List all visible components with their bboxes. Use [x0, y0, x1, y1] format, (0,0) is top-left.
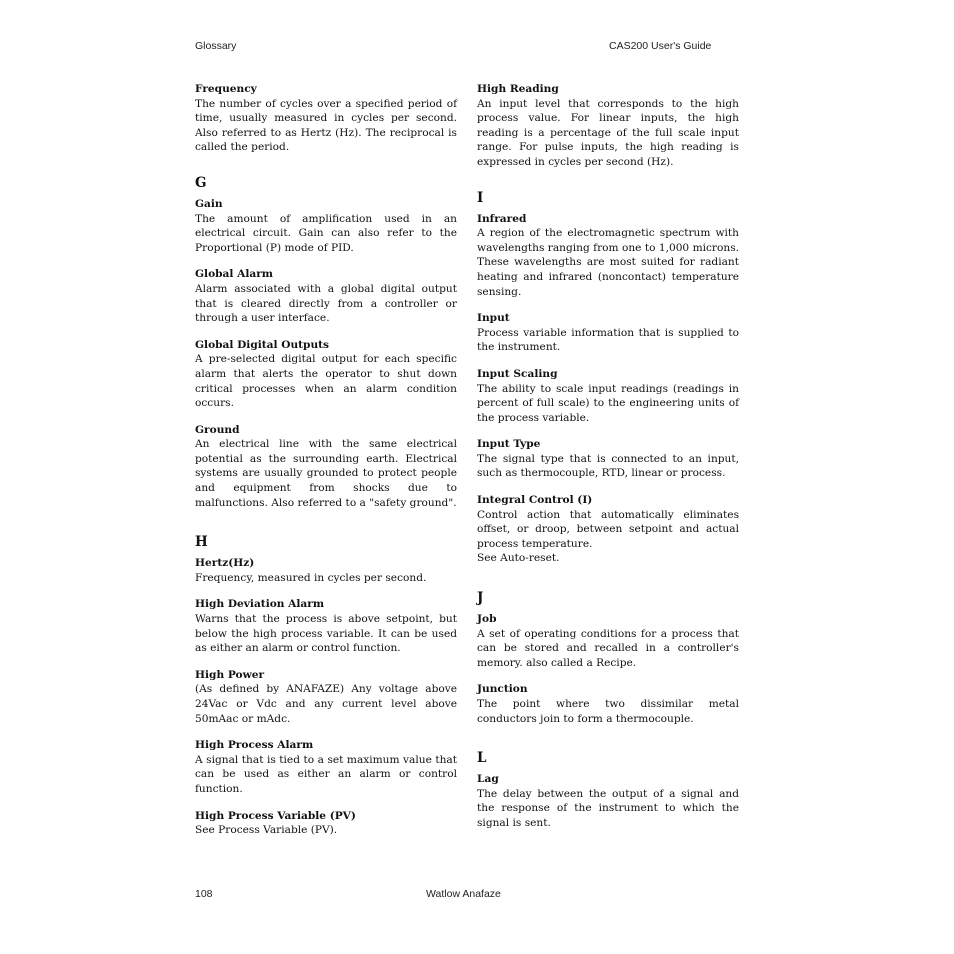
- section-letter-j: J: [477, 590, 484, 607]
- term: Input: [477, 312, 510, 325]
- glossary-entry-integral-control: [477, 493, 739, 566]
- glossary-entry-input-type: [477, 437, 739, 481]
- glossary-entry-hertz: [195, 556, 457, 585]
- right-column: [477, 82, 739, 843]
- page-number: 108: [195, 888, 213, 900]
- definition: The signal type that is connected to an input, such as thermocouple, RTD, linear or process.: [477, 452, 739, 480]
- section-letter-g: G: [195, 174, 207, 191]
- definition: (As defined by ANAFAZE) Any voltage above 24Vac or Vdc and any current level above 50mAac or mAdc.: [195, 683, 457, 725]
- definition: Process variable information that is supplied to the instrument.: [477, 326, 739, 354]
- section-letter-h: H: [195, 534, 208, 551]
- definition: Frequency, measured in cycles per second.: [195, 571, 427, 584]
- glossary-entry-infrared: [477, 212, 739, 300]
- definition: An input level that corresponds to the high process value. For linear inputs, the high reading is a percentage of the full scale input range. For pulse inputs, the high reading is expressed in cycles per second (Hz).: [477, 97, 739, 168]
- term: Global Alarm: [195, 268, 274, 281]
- running-header-right: CAS200 User's Guide: [609, 40, 712, 52]
- term: Infrared: [477, 212, 527, 225]
- glossary-entry-global-digital-outputs: [195, 338, 457, 411]
- glossary-entry-high-reading: [477, 82, 739, 170]
- glossary-entry-high-process-alarm: [195, 738, 457, 796]
- definition: A region of the electromagnetic spectrum with wavelengths ranging from one to 1,000 microns. These wavelengths are most suited for radiant heating and infrared (noncontact) temperature sensing.: [477, 227, 739, 298]
- term: Job: [477, 613, 497, 626]
- definition: An electrical line with the same electrical potential as the surrounding earth. Electrical systems are usually grounded to protect people and equipment from shocks due to malfunctions. Also referred to a "safety ground".: [195, 438, 457, 509]
- glossary-entry-input: [477, 311, 739, 355]
- definition: See Process Variable (PV).: [195, 824, 338, 837]
- term: Lag: [477, 773, 499, 786]
- definition: A set of operating conditions for a process that can be stored and recalled in a controller's memory. also called a Recipe.: [477, 627, 739, 669]
- definition: A signal that is tied to a set maximum value that can be used as either an alarm or control function.: [195, 753, 457, 795]
- section-letter-i: I: [477, 189, 484, 206]
- term: High Deviation Alarm: [195, 598, 325, 611]
- glossary-entry-frequency: [195, 82, 457, 155]
- term: Integral Control (I): [477, 494, 593, 507]
- glossary-entry-input-scaling: [477, 367, 739, 425]
- term: Input Scaling: [477, 367, 558, 380]
- definition: The amount of amplification used in an electrical circuit. Gain can also refer to the Proportional (P) mode of PID.: [195, 212, 457, 254]
- definition: Alarm associated with a global digital output that is cleared directly from a controller or through a user interface.: [195, 282, 457, 325]
- term: High Process Alarm: [195, 739, 314, 752]
- glossary-entry-ground: [195, 423, 457, 511]
- term: Global Digital Outputs: [195, 338, 330, 351]
- running-footer: Watlow Anafaze: [426, 888, 501, 900]
- definition: The number of cycles over a specified period of time, usually measured in cycles per second. Also referred to as Hertz (Hz). The reciprocal is called the period.: [195, 97, 457, 154]
- term: Hertz(Hz): [195, 557, 255, 570]
- term: Frequency: [195, 83, 257, 95]
- see-also-reference: See Auto-reset.: [477, 552, 560, 565]
- glossary-entry-high-power: [195, 668, 457, 726]
- definition: The delay between the output of a signal and the response of the instrument to which the signal is sent.: [477, 787, 739, 829]
- glossary-entry-high-deviation-alarm: [195, 597, 457, 655]
- term: High Process Variable (PV): [195, 809, 356, 822]
- left-column: [195, 82, 457, 850]
- glossary-entry-junction: [477, 682, 739, 726]
- section-letter-l: L: [477, 750, 487, 767]
- running-header-left: Glossary: [195, 40, 237, 52]
- glossary-entry-high-process-variable: [195, 809, 457, 838]
- definition: The point where two dissimilar metal conductors join to form a thermocouple.: [477, 698, 739, 725]
- term: Input Type: [477, 438, 541, 451]
- glossary-entry-job: [477, 612, 739, 670]
- term: Ground: [195, 423, 240, 436]
- glossary-entry-global-alarm: [195, 267, 457, 325]
- term: High Reading: [477, 83, 559, 95]
- glossary-entry-lag: [477, 772, 739, 830]
- definition: Warns that the process is above setpoint, but below the high process variable. It can be used as either an alarm or control function.: [195, 613, 457, 655]
- glossary-entry-gain: [195, 197, 457, 255]
- definition: The ability to scale input readings (readings in percent of full scale) to the engineering units of the process variable.: [477, 382, 739, 424]
- term: Junction: [477, 683, 528, 696]
- definition: Control action that automatically eliminates offset, or droop, between setpoint and actual process temperature.: [477, 508, 739, 550]
- term: High Power: [195, 668, 265, 681]
- term: Gain: [195, 197, 223, 210]
- definition: A pre-selected digital output for each specific alarm that alerts the operator to shut down critical processes when an alarm condition occurs.: [195, 353, 457, 410]
